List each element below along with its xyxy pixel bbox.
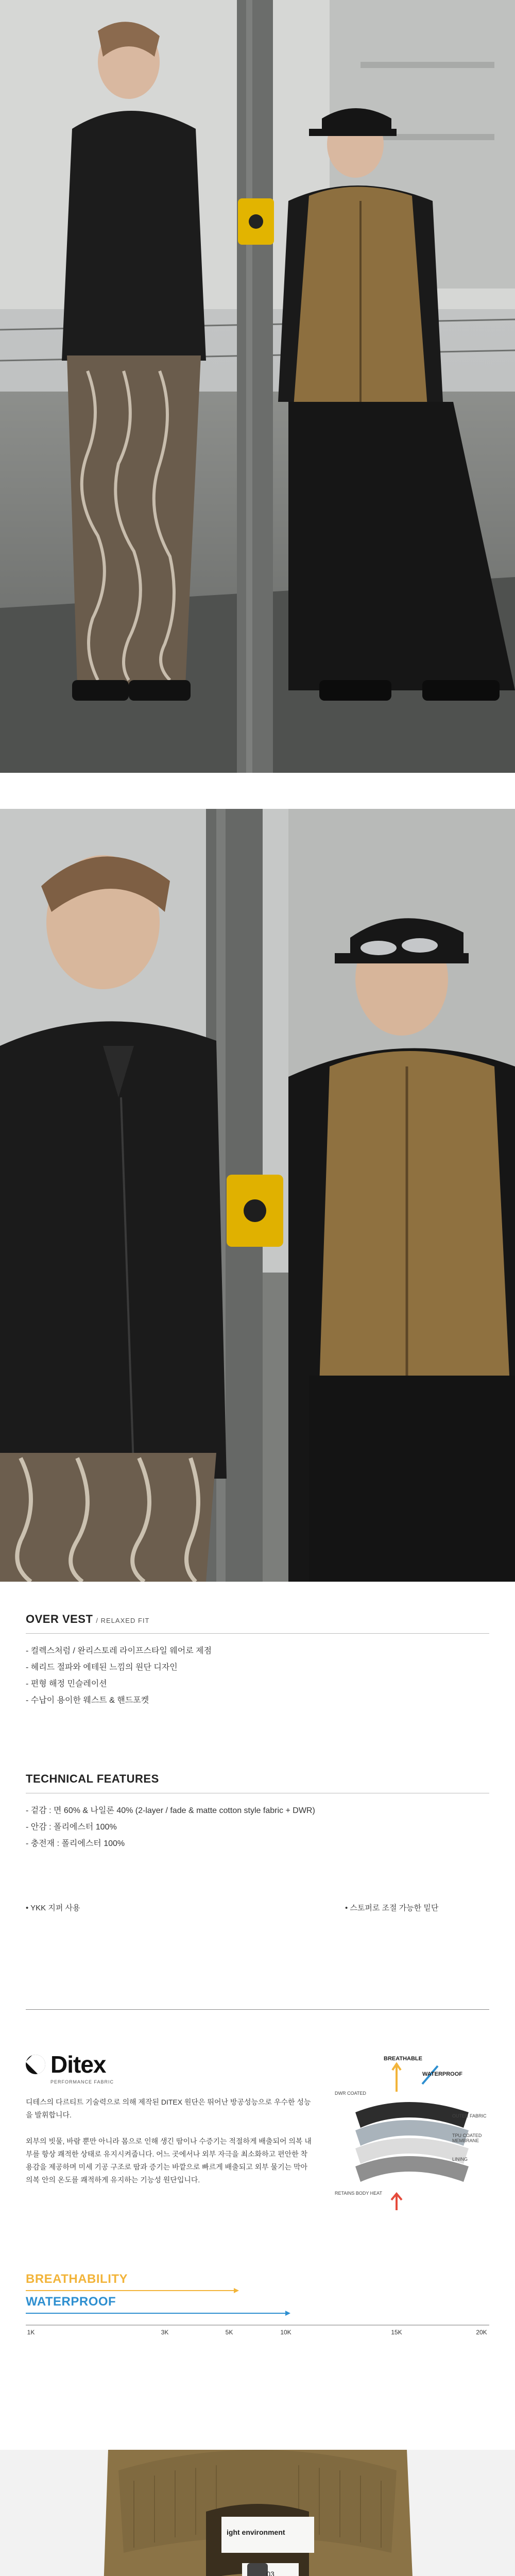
layer-label-membrane: TPU COATED MEMBRANE [452,2133,482,2143]
tick-label: 3K [161,2329,169,2336]
note-hem: • 스토퍼로 조절 가능한 밑단 [345,1904,439,1912]
tick-label: 20K [476,2329,487,2336]
layer-label-waterproof: WATERPROOF [422,2071,463,2077]
layer-label-retains: RETAINS BODY HEAT [335,2191,383,2196]
layer-label-dwr: DWR COATED [335,2091,366,2096]
performance-meter [26,2272,489,2339]
waterproof-label: WATERPROOF [26,2295,116,2309]
feature-item: - 헤리드 절파와 에테된 느낌의 원단 디자인 [26,1663,178,1672]
feature-item: - 컬렉스처럼 / 완리스토레 라이프스타일 웨어로 제점 [26,1647,212,1655]
tick-label: 1K [27,2329,35,2336]
spec-item: - 안감 : 폴리에스터 100% [26,1823,117,1832]
meter-scale [26,2325,489,2326]
waterproof-bar [26,2310,489,2316]
tick-label: 5K [225,2329,233,2336]
layer-label-outer: OUTER FABRIC [452,2113,487,2119]
technical-title: TECHNICAL FEATURES [26,1772,159,1785]
ditex-brand: Ditex [50,2051,106,2078]
lookbook-photo-closeup [0,809,515,1582]
ditex-mark-icon [26,2055,45,2074]
detail-photo-collar [0,2450,515,2576]
technical-section [26,1772,489,1852]
note-zipper: • YKK 지퍼 사용 [26,1904,80,1912]
breathability-label: BREATHABILITY [26,2272,128,2286]
size-label-text: 03 [266,2570,274,2576]
divider [26,1633,489,1634]
product-name: OVER VEST [26,1613,93,1625]
tick-label: 15K [391,2329,402,2336]
spec-notes [26,1902,489,1918]
layer-label-lining: LINING [452,2157,468,2162]
breathability-bar [26,2287,489,2294]
ditex-brand-sub: PERFORMANCE FABRIC [50,2079,114,2084]
feature-item: - 수납이 용이한 웨스트 & 핸드포켓 [26,1696,149,1705]
ditex-description: 외부의 빗물, 바람 뿐만 아니라 몸으로 인해 생긴 땀이나 수증기는 적절하게 배출되어 의복 내부를 항상 쾌적한 상태로 유지시켜줍니다. 어느 곳에서나 외부 자극을 최소화하고 편안한 착용감을 제공하며 미세 기공 구조로 땀과 증기는 바깥으로 빠르게 배출되고 외부 물기는 막아 의복 안의 온도를 쾌적하게 유지하는 기능성 원단입니다. [26,2137,312,2184]
tick-label: 10K [280,2329,291,2336]
fabric-layer-diagram [335,2056,489,2215]
feature-list [26,1643,489,1709]
overview-section [26,1613,489,1709]
divider-block [26,2009,489,2010]
spec-item: - 겉감 : 면 60% & 나일론 40% (2-layer / fade & matte cotton style fabric + DWR) [26,1806,315,1815]
feature-item: - 편형 해정 민슬레이션 [26,1680,107,1688]
spec-list [26,1803,489,1852]
overview-title [26,1613,489,1626]
care-label-text: ight environment [227,2528,285,2536]
spec-item: - 충전재 : 폴리에스터 100% [26,1839,125,1848]
fabric-layers-icon [355,2102,469,2182]
divider [26,2009,489,2010]
lookbook-photo-street [0,0,515,773]
ditex-intro: 디테스의 다르티트 기술력으로 의해 제작된 DITEX 원단은 뛰어난 방공성능으로 우수한 성능을 발휘합니다. [26,2098,311,2119]
fit-label: / RELAXED FIT [96,1617,150,1624]
meter-ticks [26,2329,489,2339]
layer-label-breathable: BREATHABLE [384,2056,422,2062]
